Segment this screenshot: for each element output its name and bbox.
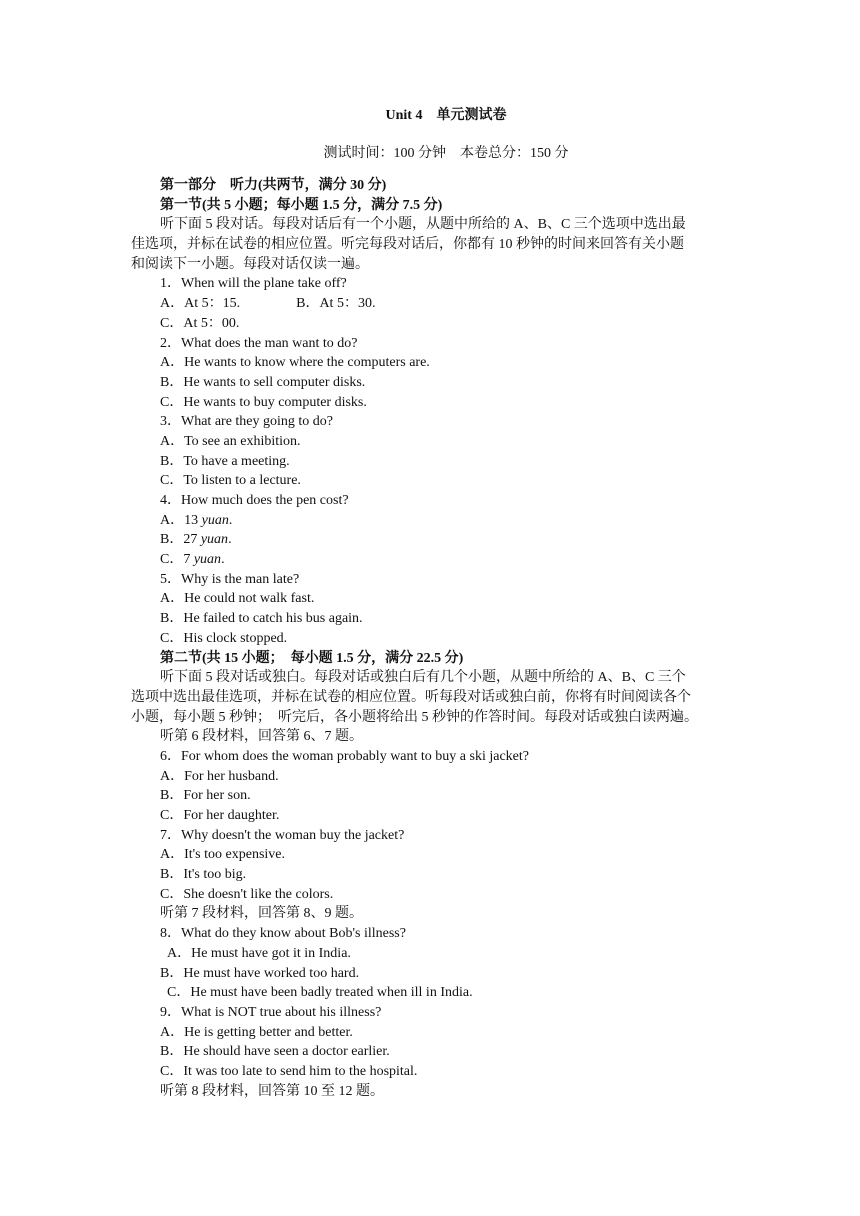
text-line: A．It's too expensive.: [160, 847, 286, 863]
text-line: C．It was too late to send him to the hospital.: [160, 1063, 418, 1079]
text-line: 1．When will the plane take off?: [160, 276, 347, 292]
text-line: C．For her daughter.: [160, 808, 280, 823]
text-line: C．To listen to a lecture.: [160, 473, 301, 489]
text-line: 听第 6 段材料，回答第 6、7 题。: [160, 729, 363, 745]
text-line: 7．Why doesn't the woman buy the jacket?: [160, 827, 405, 843]
text-line: A．He is getting better and better.: [160, 1024, 353, 1040]
text-line: A．For her husband.: [160, 768, 279, 784]
text-line: A．He must have got it in India.: [167, 945, 351, 961]
text-line: 和阅读下一小题。每段对话仅读一遍。: [131, 256, 369, 272]
text-line: 听第 8 段材料，回答第 10 至 12 题。: [160, 1083, 384, 1099]
text-line: A．He wants to know where the computers are.: [160, 355, 430, 371]
text-line: B．To have a meeting.: [160, 453, 290, 469]
text-line: B．He should have seen a doctor earlier.: [160, 1044, 390, 1060]
text-line: B．27 yuan.: [160, 532, 232, 548]
text-line: A．13 yuan.: [160, 512, 233, 528]
text-line: 听第 7 段材料，回答第 8、9 题。: [160, 906, 363, 922]
text-line: B．He failed to catch his bus again.: [160, 611, 363, 627]
text-line: 选项中选出最佳选项，并标在试卷的相应位置。听每段对话或独白前，你将有时间阅读各个: [131, 689, 691, 705]
text-line: C．7 yuan.: [160, 552, 225, 568]
text-line: 小题，每小题 5 秒钟； 听完后，各小题将给出 5 秒钟的作答时间。每段对话或独白读两遍。: [131, 709, 698, 725]
text-line: A．At 5：15. B．At 5：30.: [160, 296, 376, 312]
text-line: 9．What is NOT true about his illness?: [160, 1004, 382, 1020]
text-line: 8．What do they know about Bob's illness?: [160, 926, 406, 942]
text-line: 第一节(共 5 小题；每小题 1.5 分，满分 7.5 分): [160, 197, 443, 213]
text-line: 3．What are they going to do?: [160, 414, 334, 430]
text-line: B．For her son.: [160, 788, 251, 804]
text-line: C．He must have been badly treated when ill in India.: [167, 985, 473, 1001]
italic-word: yuan: [200, 532, 229, 548]
text-line: B．It's too big.: [160, 867, 247, 883]
text-line: A．To see an exhibition.: [160, 433, 301, 449]
text-line: 4．How much does the pen cost?: [160, 493, 349, 508]
text-line: 佳选项，并标在试卷的相应位置。听完每段对话后，你都有 10 秒钟的时间来回答有关小题: [131, 237, 684, 253]
document-body: [131, 176, 731, 1101]
italic-word: yuan: [193, 552, 222, 568]
text-line: A．He could not walk fast.: [160, 591, 315, 607]
italic-word: yuan: [201, 512, 229, 528]
text-line: 听下面 5 段对话或独白。每段对话或独白后有几个小题，从题中所给的 A、B、C 三个: [160, 670, 686, 686]
test-info: 测试时间：100 分钟 本卷总分：150 分: [323, 146, 569, 161]
text-line: B．He must have worked too hard.: [160, 965, 360, 981]
text-line: 第二节(共 15 小题； 每小题 1.5 分，满分 22.5 分): [160, 650, 464, 666]
text-line: 6．For whom does the woman probably want to buy a ski jacket?: [160, 748, 529, 764]
document-title: Unit 4 单元测试卷: [385, 108, 507, 123]
text-line: C．He wants to buy computer disks.: [160, 394, 367, 410]
text-line: 听下面 5 段对话。每段对话后有一个小题，从题中所给的 A、B、C 三个选项中选出最: [160, 217, 686, 233]
text-line: 第一部分 听力(共两节，满分 30 分): [160, 178, 387, 193]
text-line: 2．What does the man want to do?: [160, 335, 358, 351]
text-line: C．At 5：00.: [160, 315, 240, 331]
text-line: C．She doesn't like the colors.: [160, 886, 334, 902]
text-line: C．His clock stopped.: [160, 630, 288, 646]
text-line: 5．Why is the man late?: [160, 571, 300, 587]
text-line: B．He wants to sell computer disks.: [160, 374, 366, 390]
